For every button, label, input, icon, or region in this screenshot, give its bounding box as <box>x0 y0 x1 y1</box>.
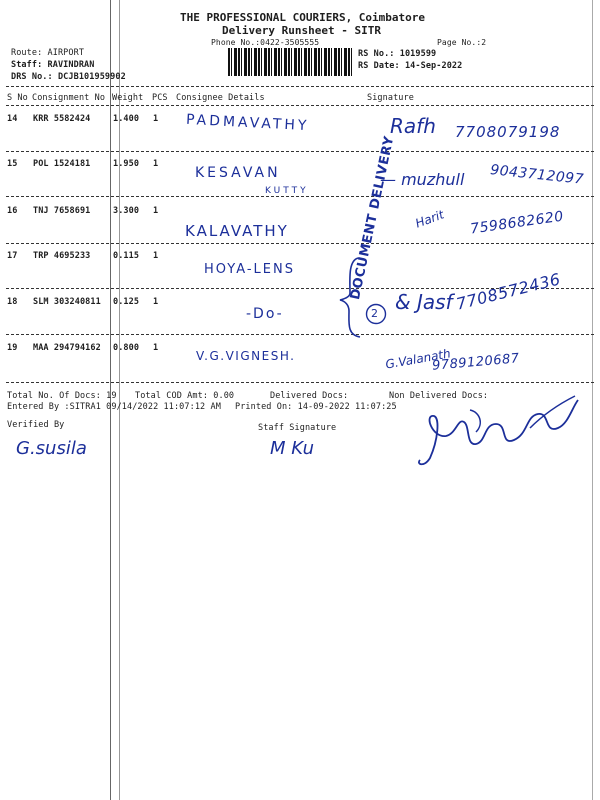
row-consignee: V.G.VIGNESH. <box>196 349 296 363</box>
header-divider-top <box>6 86 594 87</box>
row-pcs: 1 <box>153 114 159 124</box>
row-weight: 0.115 <box>113 251 140 261</box>
col-consignee: Consignee Details <box>176 93 265 103</box>
row-signature-name: Harit <box>413 207 446 231</box>
row-divider <box>6 243 594 244</box>
row-consignment: TRP 4695233 <box>33 251 91 261</box>
circled-number-text: 2 <box>371 307 378 320</box>
row-consignment: POL 1524181 <box>33 159 91 169</box>
fold-line-right <box>592 0 593 800</box>
row-pcs: 1 <box>153 159 159 169</box>
company-title: THE PROFESSIONAL COURIERS, Coimbatore <box>180 11 426 24</box>
total-docs: Total No. Of Docs: 19 <box>7 391 117 401</box>
row-signature-mark: — muzhull <box>380 170 465 189</box>
rs-date: RS Date: 14-Sep-2022 <box>358 61 463 71</box>
row-consignee: KESAVAN <box>195 165 281 181</box>
row-consignee-line2: KUTTY <box>265 186 309 196</box>
row-sno: 14 <box>7 114 18 124</box>
col-weight: Weight <box>112 93 144 103</box>
row-divider <box>6 151 594 152</box>
col-sno: S No <box>7 93 28 103</box>
staff-signature-label: Staff Signature <box>258 423 337 433</box>
col-signature: Signature <box>367 93 414 103</box>
total-cod: Total COD Amt: 0.00 <box>135 391 235 401</box>
row-weight: 0.800 <box>113 343 140 353</box>
row-consignee: HOYA-LENS <box>204 262 295 277</box>
page-number: Page No.:2 <box>437 38 487 47</box>
row-consignment: KRR 5582424 <box>33 114 91 124</box>
runsheet-title: Delivery Runsheet - SITR <box>222 24 381 37</box>
footer-divider <box>6 382 594 383</box>
delivered-docs: Delivered Docs: <box>270 391 349 401</box>
row-consignment: MAA 294794162 <box>33 343 101 353</box>
row-consignee: -Do- <box>246 306 284 322</box>
row-divider <box>6 196 594 197</box>
entered-by: Entered By :SITRA1 09/14/2022 11:07:12 AM <box>7 402 221 412</box>
row-sno: 15 <box>7 159 18 169</box>
verified-by-label: Verified By <box>7 420 65 430</box>
staff-signature: M Ku <box>270 438 314 459</box>
row-signature-phone: 7598682620 <box>469 208 565 238</box>
row-sno: 19 <box>7 343 18 353</box>
row18-signature-mark: & Jasf <box>395 290 453 314</box>
row-pcs: 1 <box>153 297 159 307</box>
col-consignment: Consignment No <box>32 93 106 103</box>
rs-number: RS No.: 1019599 <box>358 49 437 59</box>
printed-on: Printed On: 14-09-2022 11:07:25 <box>235 402 397 412</box>
row-sno: 17 <box>7 251 18 261</box>
verified-signature: G.susila <box>16 438 87 459</box>
row-weight: 1.950 <box>113 159 140 169</box>
row-signature-name: G.Valanath <box>384 346 452 372</box>
row-signature-mark: Rafh <box>390 114 436 138</box>
row-weight: 0.125 <box>113 297 140 307</box>
row-weight: 1.400 <box>113 114 140 124</box>
row-consignment: SLM 303240811 <box>33 297 101 307</box>
row-signature-phone: 9043712097 <box>489 162 585 188</box>
document-delivery-stamp: DOCUMENT DELIVERY <box>348 134 398 302</box>
drs-number: DRS No.: DCJB101959902 <box>11 72 126 82</box>
row-divider <box>6 334 594 335</box>
header-divider-bottom <box>6 105 594 106</box>
barcode <box>228 48 352 76</box>
row-pcs: 1 <box>153 206 159 216</box>
row-consignee: PADMAVATHY <box>185 111 310 135</box>
row-sno: 18 <box>7 297 18 307</box>
row-pcs: 1 <box>153 343 159 353</box>
row-consignment: TNJ 7658691 <box>33 206 91 216</box>
delivery-signature-scribble <box>410 388 585 478</box>
route-label: Route: AIRPORT <box>11 48 85 58</box>
row-signature-phone: 7708572436 <box>454 269 563 314</box>
row-sno: 16 <box>7 206 18 216</box>
phone-number: Phone No.:0422-3505555 <box>211 38 320 47</box>
row-signature-phone: 7708079198 <box>455 123 561 141</box>
col-pcs: PCS <box>152 93 168 103</box>
non-delivered-docs: Non Delivered Docs: <box>389 391 489 401</box>
staff-label: Staff: RAVINDRAN <box>11 60 95 70</box>
row-consignee: KALAVATHY <box>185 222 289 240</box>
row-signature-phone: 9789120687 <box>431 351 521 374</box>
row-weight: 3.300 <box>113 206 140 216</box>
row-pcs: 1 <box>153 251 159 261</box>
